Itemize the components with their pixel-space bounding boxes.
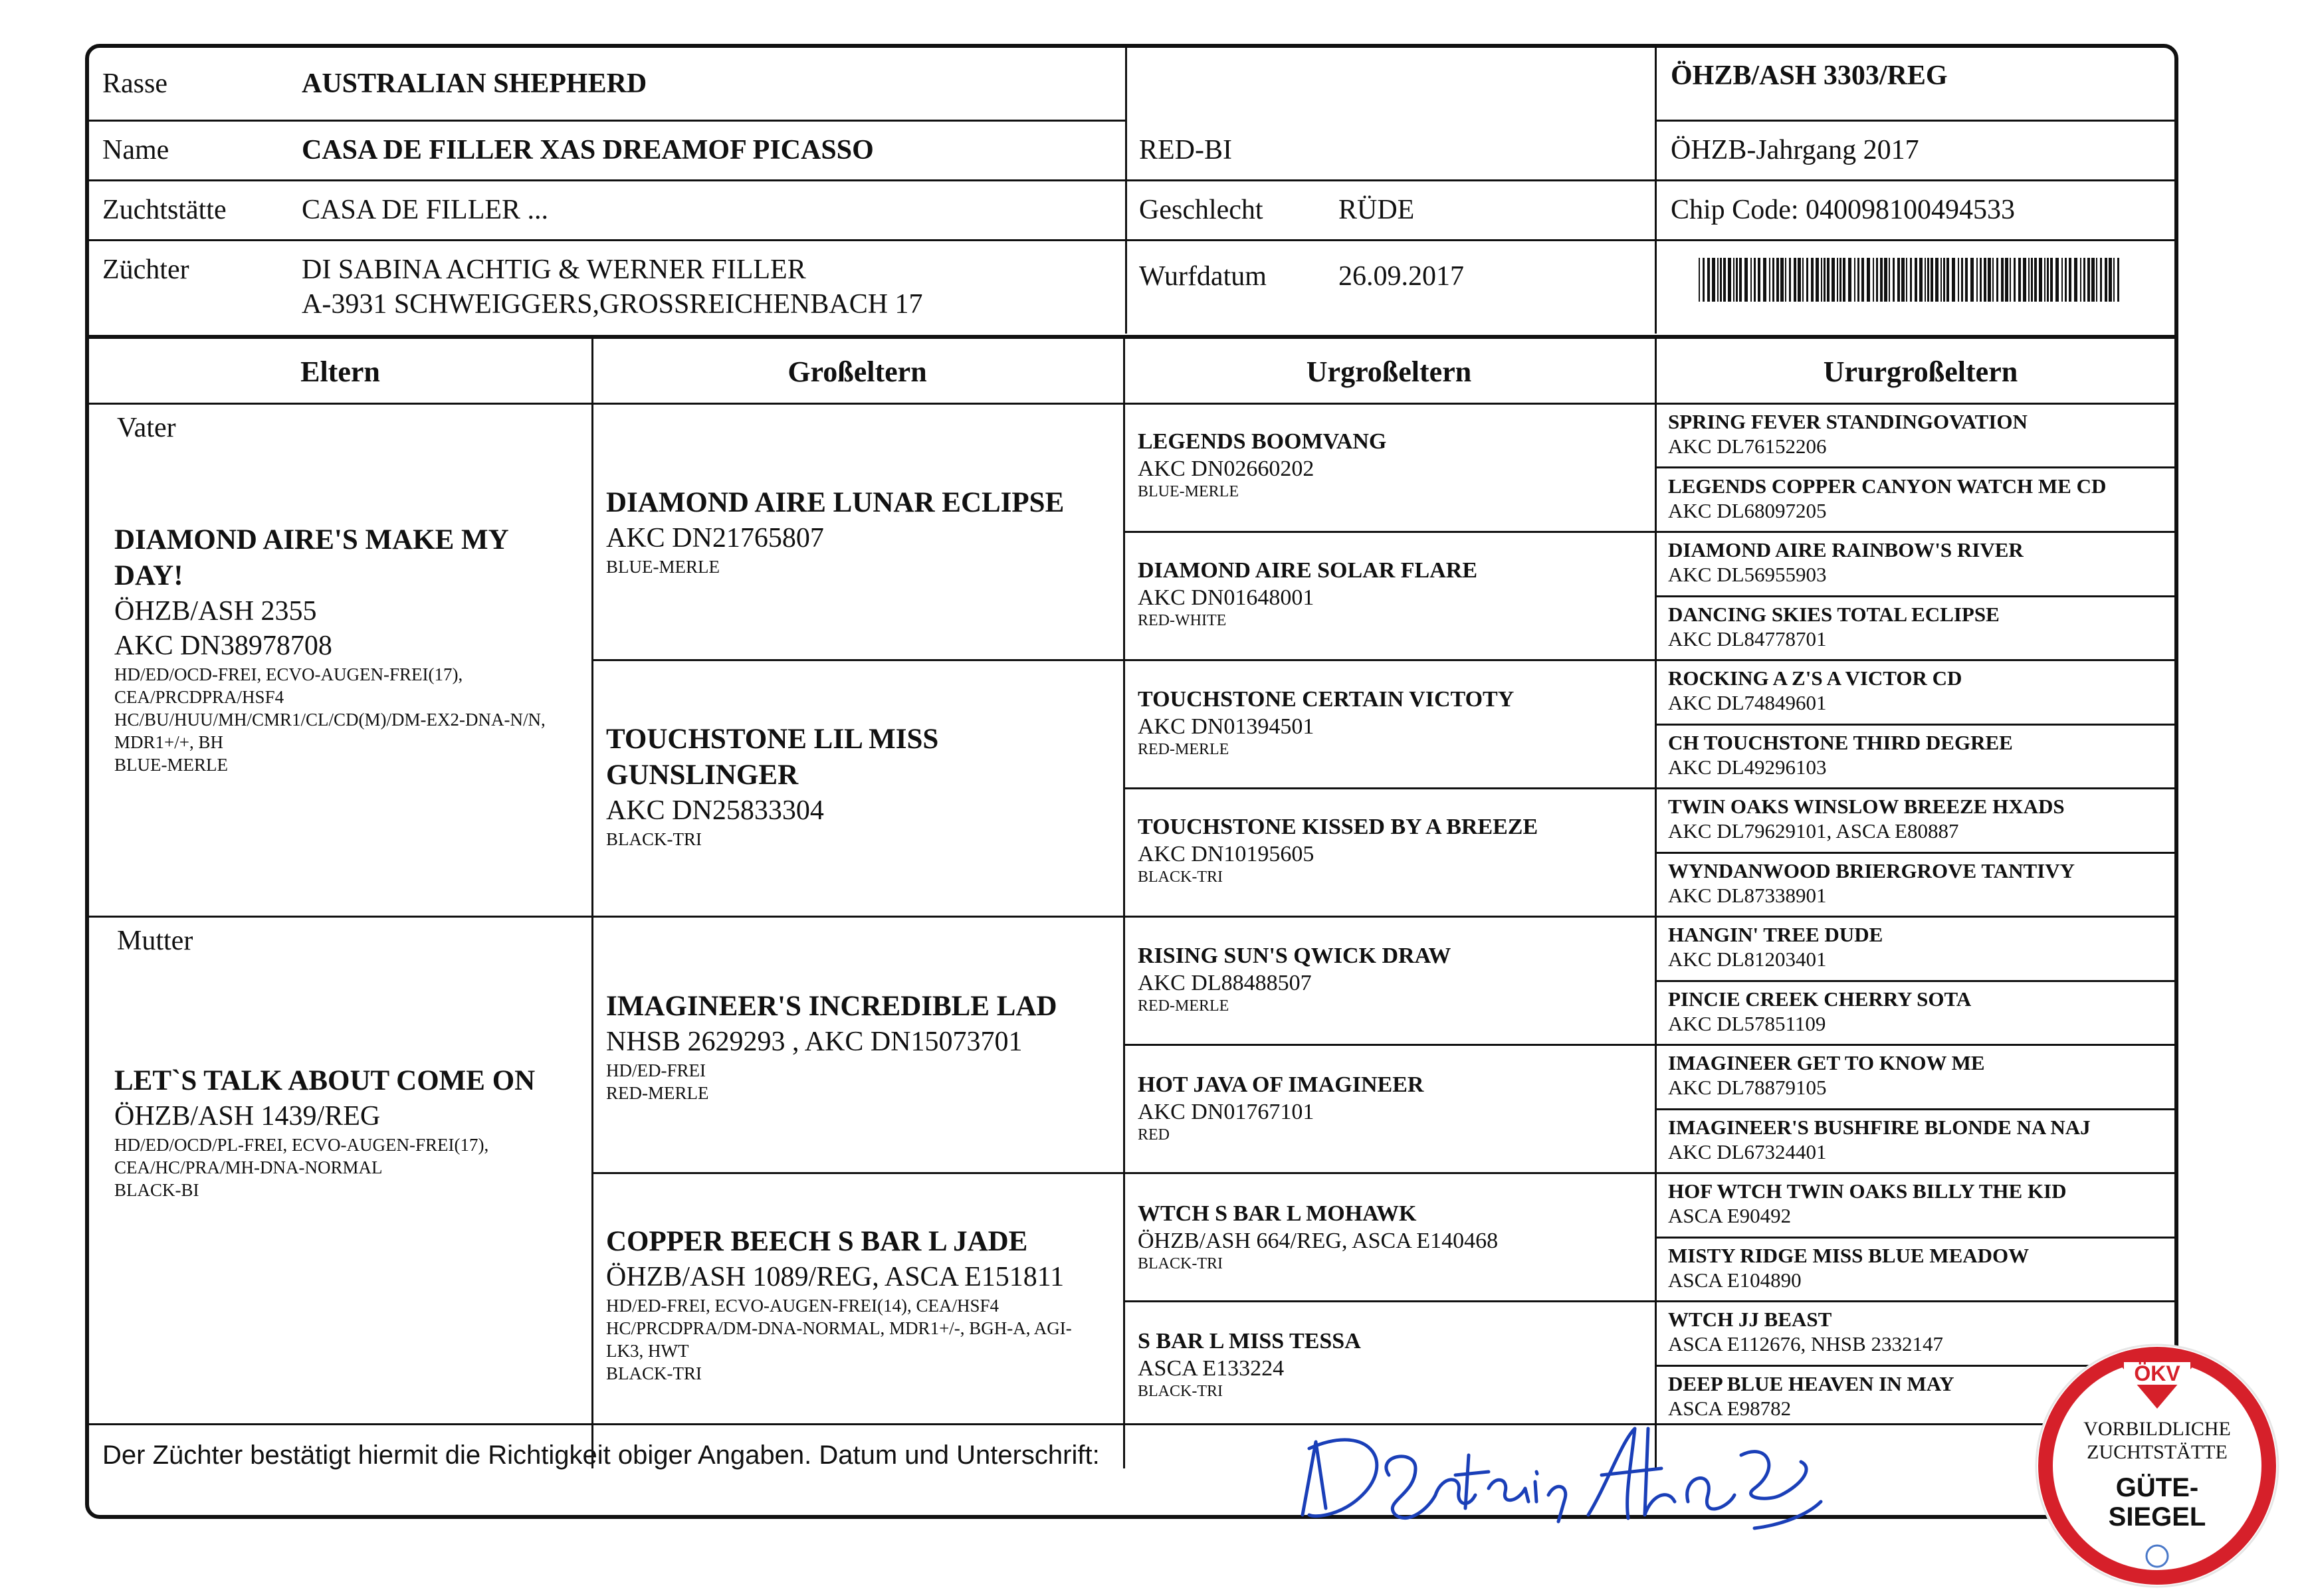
grandparent-cell [606, 989, 1111, 1104]
grandparent-reg: NHSB 2629293 , AKC DN15073701 [606, 1027, 1023, 1057]
gg-grandparent-cell [1668, 987, 2178, 1036]
great-grandparent-color: RED-MERLE [1138, 741, 1229, 758]
gg-grandparent-reg: ASCA E112676, NHSB 2332147 [1668, 1332, 1943, 1355]
geschlecht-label: Geschlecht [1139, 195, 1263, 225]
gg-grandparent-name: IMAGINEER GET TO KNOW ME [1668, 1051, 1985, 1074]
gg-grandparent-cell [1668, 538, 2178, 587]
zuechter-line2: A-3931 SCHWEIGGERS,GROSSREICHENBACH 17 [302, 289, 923, 320]
gg-grandparent-reg: ASCA E98782 [1668, 1396, 1792, 1420]
gg-grandparent-name: PINCIE CREEK CHERRY SOTA [1668, 987, 1972, 1011]
grandparent-color: RED-MERLE [606, 1083, 709, 1103]
gg-grandparent-name: LEGENDS COPPER CANYON WATCH ME CD [1668, 474, 2107, 498]
column-header-eltern: Eltern [300, 355, 380, 388]
gg-grandparent-cell [1668, 409, 2178, 458]
mutter-health: HD/ED/OCD/PL-FREI, ECVO-AUGEN-FREI(17), CEA/HC/PRA/MH-DNA-NORMAL [114, 1135, 489, 1177]
jahrgang: ÖHZB-Jahrgang 2017 [1671, 135, 1919, 165]
gg-grandparent-name: TWIN OAKS WINSLOW BREEZE HXADS [1668, 795, 2065, 818]
great-grandparent-name: WTCH S BAR L MOHAWK [1138, 1201, 1417, 1226]
grandparent-reg: AKC DN25833304 [606, 795, 824, 826]
grandparent-cell [606, 722, 1111, 850]
gg-grandparent-cell [1668, 666, 2178, 715]
dog-name: CASA DE FILLER XAS DREAMOF PICASSO [302, 135, 874, 165]
seal-line3: GÜTE- [2115, 1473, 2199, 1502]
grandparent-color: BLACK-TRI [606, 829, 702, 849]
gg-grandparent-reg: AKC DL49296103 [1668, 755, 1827, 779]
vater-reg2: AKC DN38978708 [114, 631, 332, 661]
great-grandparent-reg: AKC DN01648001 [1138, 585, 1314, 610]
gg-grandparent-name: HANGIN' TREE DUDE [1668, 923, 1883, 946]
great-grandparent-color: RED-MERLE [1138, 997, 1229, 1015]
wurfdatum-value: 26.09.2017 [1338, 261, 1464, 292]
gg-grandparent-cell [1668, 1179, 2178, 1228]
mutter-label: Mutter [117, 926, 193, 956]
gg-grandparent-reg: AKC DL67324401 [1668, 1140, 1827, 1163]
gg-grandparent-reg: AKC DL57851109 [1668, 1011, 1826, 1035]
great-grandparent-reg: ÖHZB/ASH 664/REG, ASCA E140468 [1138, 1229, 1499, 1253]
vater-reg1: ÖHZB/ASH 2355 [114, 596, 317, 627]
gg-grandparent-reg: AKC DL74849601 [1668, 691, 1827, 714]
gg-grandparent-cell [1668, 474, 2178, 523]
column-header-urgrosseltern: Urgroßeltern [1306, 355, 1472, 388]
gg-grandparent-reg: AKC DL79629101, ASCA E80887 [1668, 819, 1959, 843]
gg-grandparent-name: ROCKING A Z'S A VICTOR CD [1668, 666, 1962, 690]
great-grandparent-cell [1138, 428, 1649, 501]
gg-grandparent-reg: ASCA E90492 [1668, 1204, 1792, 1227]
chip-code: Chip Code: 040098100494533 [1671, 195, 2016, 225]
wurfdatum-label: Wurfdatum [1139, 261, 1267, 292]
gg-grandparent-reg: AKC DL81203401 [1668, 948, 1827, 971]
great-grandparent-name: TOUCHSTONE CERTAIN VICTOTY [1138, 687, 1515, 712]
gg-grandparent-cell [1668, 602, 2178, 651]
gg-grandparent-cell [1668, 922, 2178, 971]
gg-grandparent-reg: AKC DL84778701 [1668, 627, 1827, 650]
great-grandparent-color: BLACK-TRI [1138, 1255, 1223, 1272]
mutter-color: BLACK-BI [114, 1180, 199, 1200]
pedigree-frame [85, 44, 2178, 1519]
gg-grandparent-name: DIAMOND AIRE RAINBOW'S RIVER [1668, 538, 2024, 561]
barcode-icon [1699, 258, 2124, 302]
great-grandparent-name: DIAMOND AIRE SOLAR FLARE [1138, 558, 1477, 583]
great-grandparent-cell [1138, 1200, 1649, 1273]
great-grandparent-cell [1138, 813, 1649, 886]
gg-grandparent-name: WTCH JJ BEAST [1668, 1308, 1832, 1331]
gg-grandparent-cell [1668, 1115, 2178, 1164]
great-grandparent-cell [1138, 557, 1649, 630]
gg-grandparent-reg: AKC DL68097205 [1668, 498, 1827, 522]
grandparent-name: TOUCHSTONE LIL MISS GUNSLINGER [606, 724, 939, 791]
gg-grandparent-reg: AKC DL78879105 [1668, 1076, 1827, 1099]
gg-grandparent-name: CH TOUCHSTONE THIRD DEGREE [1668, 730, 2013, 754]
vater-health: HD/ED/OCD-FREI, ECVO-AUGEN-FREI(17), CEA/PRCDPRA/HSF4 HC/BU/HUU/MH/CMR1/CL/CD(M)/DM-EX2-DNA-N/N, MDR1+/+, BH [114, 664, 546, 752]
gg-grandparent-cell [1668, 858, 2178, 908]
name-label: Name [102, 135, 169, 165]
great-grandparent-reg: ASCA E133224 [1138, 1356, 1285, 1381]
mutter-reg1: ÖHZB/ASH 1439/REG [114, 1101, 381, 1132]
seal-line2: ZUCHTSTÄTTE [2087, 1441, 2228, 1463]
grandparent-reg: AKC DN21765807 [606, 523, 824, 553]
seal-brand: ÖKV [2134, 1361, 2180, 1385]
seal-line1: VORBILDLICHE [2083, 1418, 2231, 1440]
gg-grandparent-cell [1668, 794, 2178, 843]
great-grandparent-reg: AKC DN01767101 [1138, 1100, 1314, 1124]
zuchtstaette-label: Zuchtstätte [102, 195, 227, 225]
grandparent-name: COPPER BEECH S BAR L JADE [606, 1226, 1028, 1257]
grandparent-name: DIAMOND AIRE LUNAR ECLIPSE [606, 487, 1065, 518]
great-grandparent-reg: AKC DL88488507 [1138, 971, 1312, 995]
great-grandparent-color: BLACK-TRI [1138, 1383, 1223, 1400]
great-grandparent-cell [1138, 942, 1649, 1015]
gg-grandparent-name: SPRING FEVER STANDINGOVATION [1668, 410, 2028, 433]
vater-label: Vater [117, 413, 176, 443]
gg-grandparent-name: MISTY RIDGE MISS BLUE MEADOW [1668, 1243, 2030, 1267]
great-grandparent-name: TOUCHSTONE KISSED BY A BREEZE [1138, 815, 1538, 839]
dog-color: RED-BI [1139, 135, 1232, 165]
gg-grandparent-reg: AKC DL76152206 [1668, 435, 1827, 458]
grandparent-name: IMAGINEER'S INCREDIBLE LAD [606, 991, 1057, 1022]
gg-grandparent-cell [1668, 1243, 2178, 1292]
grandparent-color: BLACK-TRI [606, 1363, 702, 1383]
gg-grandparent-cell [1668, 1050, 2178, 1100]
gg-grandparent-name: IMAGINEER'S BUSHFIRE BLONDE NA NAJ [1668, 1115, 2091, 1139]
great-grandparent-reg: AKC DN10195605 [1138, 842, 1314, 866]
gg-grandparent-reg: ASCA E104890 [1668, 1268, 1802, 1292]
guetesiegel-seal-icon [2034, 1342, 2281, 1589]
gg-grandparent-name: WYNDANWOOD BRIERGROVE TANTIVY [1668, 858, 2075, 882]
great-grandparent-name: HOT JAVA OF IMAGINEER [1138, 1072, 1424, 1097]
grandparent-cell [606, 1224, 1111, 1385]
rasse-label: Rasse [102, 68, 167, 99]
gg-grandparent-reg: AKC DL56955903 [1668, 563, 1827, 586]
great-grandparent-color: BLUE-MERLE [1138, 483, 1239, 500]
signature-icon [1289, 1402, 1834, 1548]
mutter-name: LET`S TALK ABOUT COME ON [114, 1065, 536, 1096]
grandparent-health: HD/ED-FREI [606, 1060, 706, 1080]
rasse-value: AUSTRALIAN SHEPHERD [302, 68, 647, 99]
gg-grandparent-name: HOF WTCH TWIN OAKS BILLY THE KID [1668, 1179, 2067, 1203]
great-grandparent-name: S BAR L MISS TESSA [1138, 1329, 1361, 1353]
grandparent-cell [606, 485, 1111, 578]
great-grandparent-color: RED-WHITE [1138, 612, 1227, 629]
grandparent-reg: ÖHZB/ASH 1089/REG, ASCA E151811 [606, 1262, 1065, 1292]
great-grandparent-reg: AKC DN02660202 [1138, 456, 1314, 481]
great-grandparent-reg: AKC DN01394501 [1138, 714, 1314, 739]
grandparent-health: HD/ED-FREI, ECVO-AUGEN-FREI(14), CEA/HSF4 HC/PRCDPRA/DM-DNA-NORMAL, MDR1+/-, BGH-A, AGI-LK3, HWT [606, 1296, 1072, 1361]
gg-grandparent-name: DEEP BLUE HEAVEN IN MAY [1668, 1371, 1954, 1395]
great-grandparent-color: RED [1138, 1126, 1170, 1144]
mutter-cell [114, 925, 579, 1201]
great-grandparent-cell [1138, 1071, 1649, 1144]
geschlecht-value: RÜDE [1338, 195, 1415, 225]
zuechter-line1: DI SABINA ACHTIG & WERNER FILLER [302, 254, 806, 285]
zuchtstaette-value: CASA DE FILLER ... [302, 195, 549, 225]
gg-grandparent-cell [1668, 730, 2178, 779]
great-grandparent-name: LEGENDS BOOMVANG [1138, 429, 1387, 454]
breeder-confirmation: Der Züchter bestätigt hiermit die Richtigkeit obiger Angaben. Datum und Unterschrift: [102, 1441, 1100, 1470]
great-grandparent-name: RISING SUN'S QWICK DRAW [1138, 944, 1451, 968]
zuechter-label: Züchter [102, 254, 189, 285]
registration-number: ÖHZB/ASH 3303/REG [1671, 60, 1948, 91]
vater-color: BLUE-MERLE [114, 755, 228, 775]
great-grandparent-cell [1138, 686, 1649, 759]
column-header-ururgrosseltern: Ururgroßeltern [1823, 355, 2018, 388]
gg-grandparent-reg: AKC DL87338901 [1668, 883, 1827, 907]
great-grandparent-color: BLACK-TRI [1138, 868, 1223, 886]
column-header-grosseltern: Großeltern [787, 355, 927, 388]
grandparent-color: BLUE-MERLE [606, 557, 720, 577]
vater-cell [114, 412, 579, 776]
vater-name: DIAMOND AIRE'S MAKE MY DAY! [114, 524, 508, 591]
gg-grandparent-name: DANCING SKIES TOTAL ECLIPSE [1668, 602, 2000, 626]
seal-line4: SIEGEL [2108, 1502, 2206, 1532]
great-grandparent-cell [1138, 1328, 1649, 1401]
